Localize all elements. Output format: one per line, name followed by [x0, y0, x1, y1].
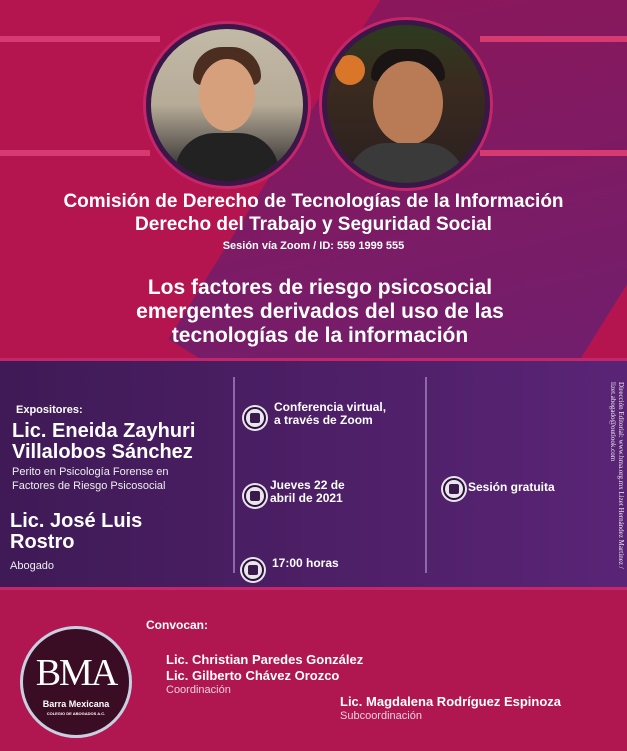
conference-info [274, 401, 386, 427]
subcoordination-group [340, 694, 561, 722]
date-line2: abril de 2021 [270, 491, 343, 505]
stripe [480, 36, 627, 42]
speaker-1-desc [12, 465, 169, 493]
date-info [270, 479, 345, 505]
session-info: Sesión vía Zoom / ID: 559 1999 555 [222, 240, 405, 252]
speaker-2-name-line1: Lic. José Luis [10, 510, 143, 532]
topic-line2: emergentes derivados del uso de las [136, 300, 504, 323]
divider [233, 377, 235, 573]
speaker-photo-1 [146, 24, 308, 186]
topic-title [0, 276, 627, 348]
topic-line3: tecnologías de la información [171, 324, 469, 347]
speaker-1-name [12, 421, 195, 463]
speaker-2-name [10, 511, 142, 553]
details-section [0, 358, 627, 590]
speaker-1-desc-line2: Factores de Riesgo Psicosocial [12, 480, 166, 492]
video-icon [244, 407, 266, 429]
subcoordination-role: Subcoordinación [340, 710, 422, 722]
speaker-1-desc-line1: Perito en Psicología Forense en [12, 466, 169, 478]
conference-line1: Conferencia virtual, [274, 400, 387, 414]
speaker-2-name-line2: Rostro [10, 531, 75, 553]
commission-title-line2: Derecho del Trabajo y Seguridad Social [135, 214, 492, 235]
money-icon [443, 478, 465, 500]
speaker-2-desc: Abogado [10, 560, 55, 572]
speaker-1-name-line1: Lic. Eneida Zayhuri [12, 420, 196, 442]
convener-3: Lic. Magdalena Rodríguez Espinoza [340, 694, 562, 709]
divider [425, 377, 427, 573]
logo-org: Barra Mexicana [42, 699, 110, 709]
commission-title-line1: Comisión de Derecho de Tecnologías de la Información [63, 191, 564, 212]
speaker-photo-2 [322, 20, 490, 188]
coordination-group [166, 652, 363, 696]
editorial-credits-text: Dirección Editorial: www.bma.org.mx Lizet Hernández Martínez / lizet.abogado@outlook.com [609, 382, 625, 569]
topic-line1: Los factores de riesgo psicosocial [147, 276, 493, 299]
speaker-1-name-line2: Villalobos Sánchez [12, 441, 193, 463]
conference-line2: a través de Zoom [274, 413, 373, 427]
coordination-role: Coordinación [166, 684, 231, 696]
time-info: 17:00 horas [272, 556, 339, 570]
stripe [480, 150, 627, 156]
stripe [0, 36, 160, 42]
date-line1: Jueves 22 de [270, 478, 345, 492]
speakers-label: Expositores: [16, 404, 83, 416]
clock-icon [242, 559, 264, 581]
stripe [0, 150, 150, 156]
header-section [0, 0, 627, 358]
convener-1: Lic. Christian Paredes González [166, 652, 364, 667]
bma-logo [20, 626, 132, 738]
convener-2: Lic. Gilberto Chávez Orozco [166, 668, 340, 683]
logo-mark: BMA [35, 652, 117, 694]
conveners-label: Convocan: [146, 618, 209, 632]
logo-sub: COLEGIO DE ABOGADOS A.C. [46, 711, 106, 716]
editorial-credits [603, 382, 627, 588]
price-info: Sesión gratuita [468, 480, 555, 494]
calendar-icon [244, 485, 266, 507]
